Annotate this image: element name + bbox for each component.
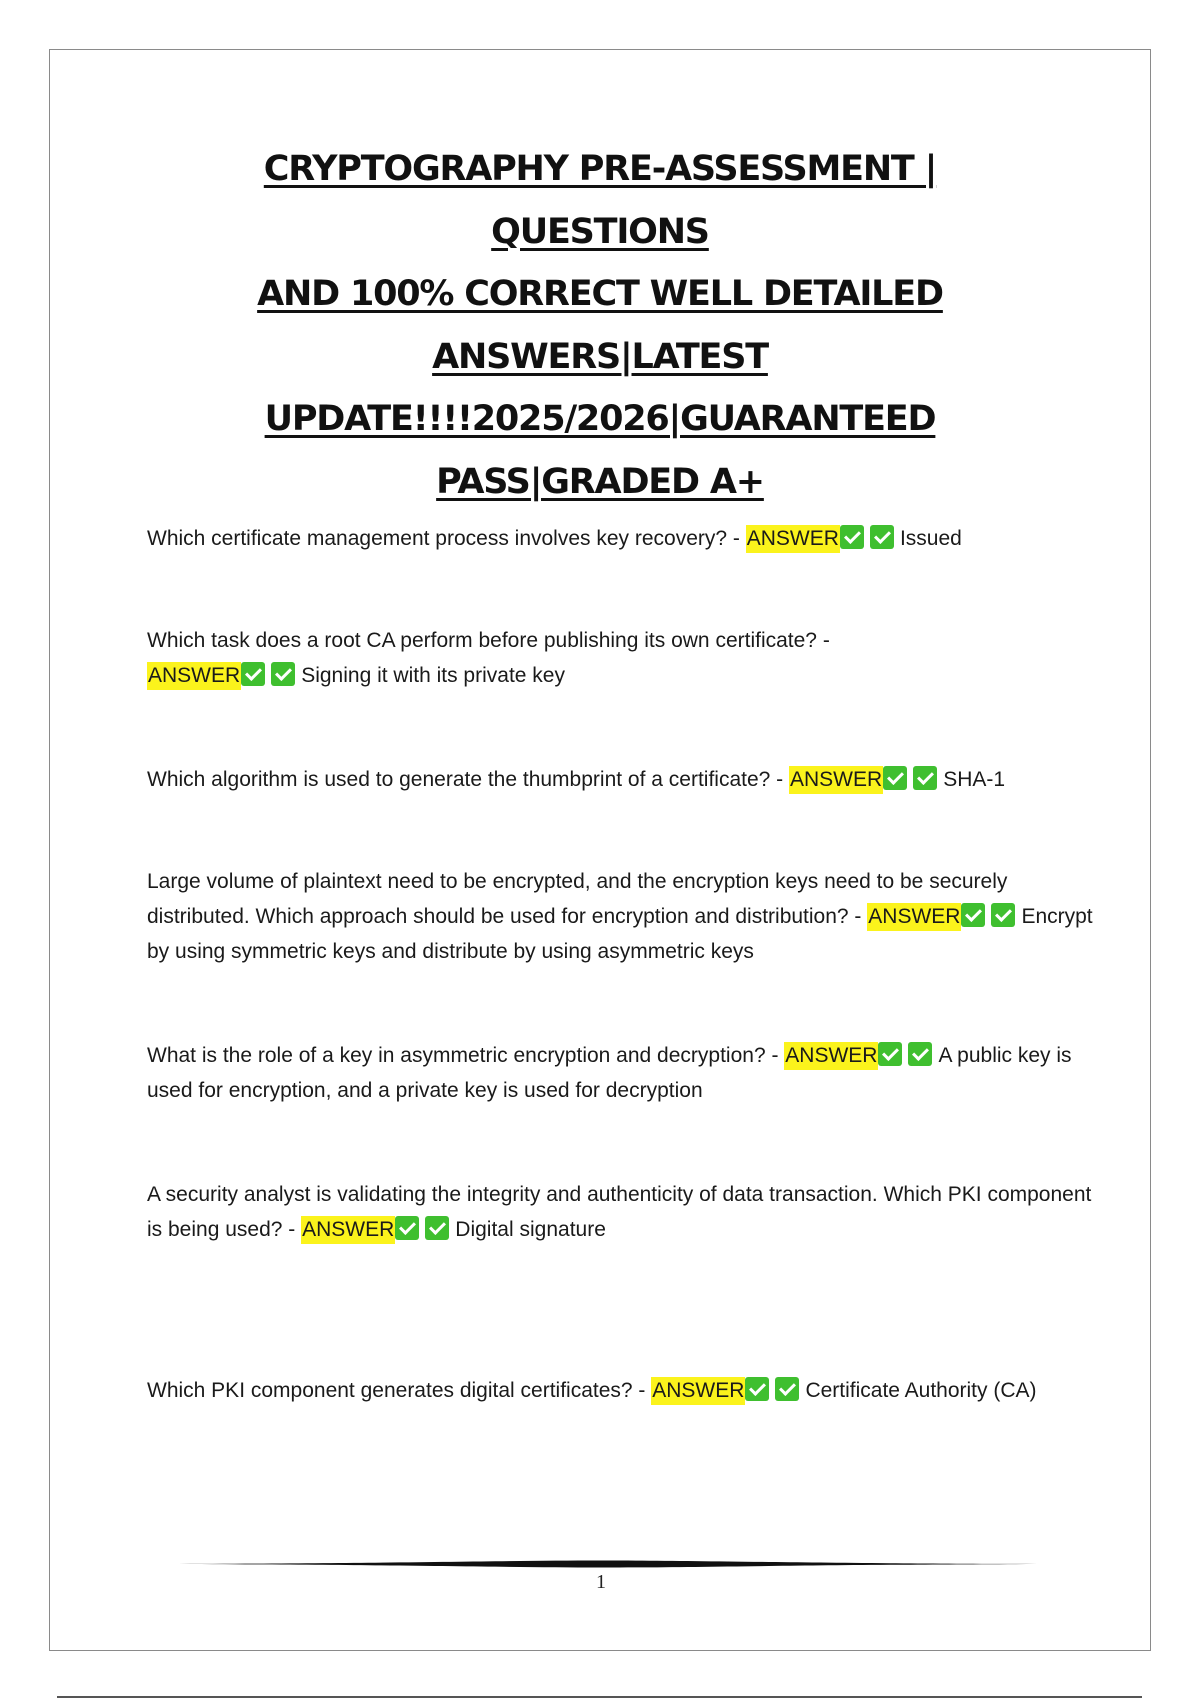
answer-text: Issued [899, 527, 962, 550]
answer-label: ANSWER [784, 1042, 878, 1070]
answer-label: ANSWER [651, 1377, 745, 1405]
qa-item-3 [147, 762, 1107, 797]
green-checkmark-icon [961, 903, 985, 927]
answer-text: SHA-1 [943, 768, 1006, 791]
page-number: 1 [596, 1571, 606, 1593]
answer-text: Signing it with its private key [301, 664, 565, 687]
answer-text: A public key is used for encryption, and a private key is used for decryption [147, 1044, 1072, 1102]
green-checkmark-icon [775, 1377, 799, 1401]
answer-label: ANSWER [746, 525, 840, 553]
green-checkmark-icon [913, 766, 937, 790]
qa-item-6 [147, 1177, 1107, 1247]
question-text: Large volume of plaintext need to be encrypted, and the encryption keys need to be securely distributed. Which approach should be used for encryption and distribution? - [147, 870, 1008, 928]
document-page [49, 49, 1151, 1651]
question-text: Which algorithm is used to generate the thumbprint of a certificate? - [147, 768, 789, 791]
question-text: Which task does a root CA perform before publishing its own certificate? - [147, 629, 830, 652]
footer-divider [167, 1560, 1037, 1568]
answer-label: ANSWER [147, 662, 241, 690]
question-text: A security analyst is validating the integrity and authenticity of data transaction. Which PKI component is being used? - [147, 1183, 1092, 1241]
qa-item-4 [147, 864, 1107, 969]
document-title [150, 138, 1050, 513]
next-page-edge [57, 1696, 1142, 1698]
green-checkmark-icon [908, 1042, 932, 1066]
green-checkmark-icon [878, 1042, 902, 1066]
answer-label: ANSWER [867, 903, 961, 931]
question-text: Which PKI component generates digital certificates? - [147, 1379, 652, 1402]
green-checkmark-icon [395, 1216, 419, 1240]
title-line: PASS|GRADED A+ [436, 461, 764, 502]
answer-label: ANSWER [301, 1216, 395, 1244]
title-line: CRYPTOGRAPHY PRE-ASSESSMENT | QUESTIONS [263, 149, 937, 252]
green-checkmark-icon [271, 662, 295, 686]
title-line: AND 100% CORRECT WELL DETAILED [257, 274, 943, 314]
green-checkmark-icon [991, 903, 1015, 927]
green-checkmark-icon [745, 1377, 769, 1401]
qa-item-1 [147, 521, 1107, 556]
green-checkmark-icon [883, 766, 907, 790]
answer-text: Certificate Authority (CA) [805, 1379, 1037, 1402]
title-line: UPDATE!!!!2025/2026|GUARANTEED [264, 399, 936, 439]
question-text: Which certificate management process involves key recovery? - [147, 527, 746, 550]
green-checkmark-icon [241, 662, 265, 686]
green-checkmark-icon [840, 525, 864, 549]
answer-text: Digital signature [455, 1218, 606, 1241]
answer-label: ANSWER [789, 766, 883, 794]
answer-text: Encrypt by using symmetric keys and distribute by using asymmetric keys [147, 905, 1093, 963]
qa-item-7 [147, 1373, 1107, 1408]
green-checkmark-icon [425, 1216, 449, 1240]
green-checkmark-icon [870, 525, 894, 549]
question-text: What is the role of a key in asymmetric encryption and decryption? - [147, 1044, 785, 1067]
title-line: ANSWERS|LATEST [432, 336, 768, 377]
qa-item-5 [147, 1038, 1107, 1108]
qa-item-2 [147, 623, 1107, 693]
